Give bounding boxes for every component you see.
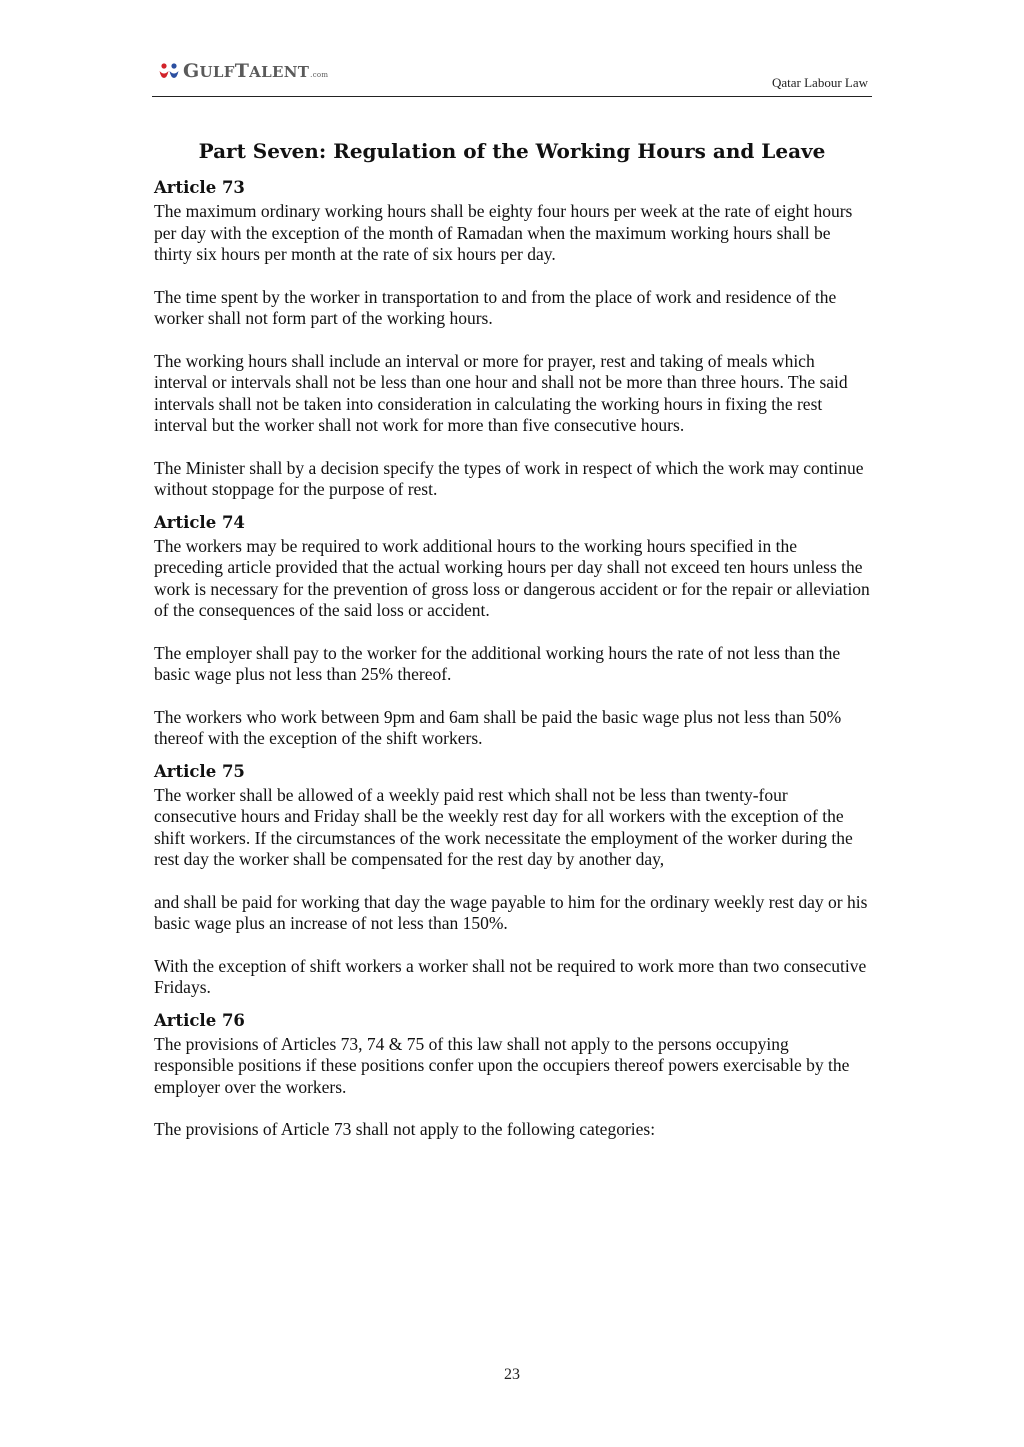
document-title: Qatar Labour Law — [771, 75, 868, 90]
article-heading: Article 74 — [154, 512, 245, 532]
article-heading: Article 75 — [154, 761, 245, 781]
article-74 — [154, 512, 870, 750]
paragraph: The workers who work between 9pm and 6am shall be paid the basic wage plus not less than 50% thereof with the exception of the shift workers. — [154, 706, 842, 748]
paragraph: and shall be paid for working that day the wage payable to him for the ordinary weekly rest day or his basic wage plus an increase of not less than 150%. — [154, 891, 868, 933]
article-73 — [154, 177, 870, 501]
article-heading: Article 73 — [154, 178, 245, 197]
paragraph: The working hours shall include an interval or more for prayer, rest and taking of meals which interval or intervals shall not be less than one hour and shall not be more than three hours. The said intervals shall not be taken into consideration in calculating the working hours in fixing the rest interval but the worker shall not work for more than five consecutive hours. — [154, 350, 848, 435]
part-title: Part Seven: Regulation of the Working Hours and Leave — [198, 139, 826, 163]
page-header — [152, 56, 872, 97]
paragraph: The maximum ordinary working hours shall be eighty four hours per week at the rate of eight hours per day with the exception of the month of Ramadan when the maximum working hours shall be thirty six hours per month at the rate of six hours per day. — [154, 201, 853, 264]
article-heading: Article 76 — [154, 1010, 245, 1030]
page-content — [154, 138, 870, 1162]
article-76 — [154, 1010, 870, 1141]
paragraph: The workers may be required to work additional hours to the working hours specified in the preceding article provided that the actual working hours per day shall not exceed ten hours unless the work is necessary for the prevention of gross loss or dangerous accident or for the repair or alleviation of the consequences of the said loss or accident. — [154, 535, 870, 620]
logo-wordmark: GULFTALENT.com — [183, 60, 329, 82]
page-number: 23 — [504, 1366, 520, 1383]
paragraph: The time spent by the worker in transportation to and from the place of work and residence of the worker shall not form part of the working hours. — [154, 286, 837, 328]
paragraph: The Minister shall by a decision specify the types of work in respect of which the work may continue without stoppage for the purpose of rest. — [154, 457, 864, 499]
paragraph: With the exception of shift workers a worker shall not be required to work more than two consecutive Fridays. — [154, 955, 867, 997]
gulftalent-people-icon — [158, 62, 180, 80]
paragraph: The worker shall be allowed of a weekly paid rest which shall not be less than twenty-four consecutive hours and Friday shall be the weekly rest day for all workers with the exception of the shift workers. If the circumstances of the work necessitate the employment of the worker during the rest day the worker shall be compensated for the rest day by another day, — [154, 784, 853, 869]
article-75 — [154, 761, 870, 999]
paragraph: The provisions of Articles 73, 74 & 75 of this law shall not apply to the persons occupying responsible positions if these positions confer upon the occupiers thereof powers exercisable by the employer over the workers. — [154, 1033, 850, 1097]
paragraph: The provisions of Article 73 shall not apply to the following categories: — [154, 1119, 656, 1139]
paragraph: The employer shall pay to the worker for the additional working hours the rate of not less than the basic wage plus not less than 25% thereof. — [154, 642, 841, 684]
gulftalent-logo — [158, 60, 328, 82]
